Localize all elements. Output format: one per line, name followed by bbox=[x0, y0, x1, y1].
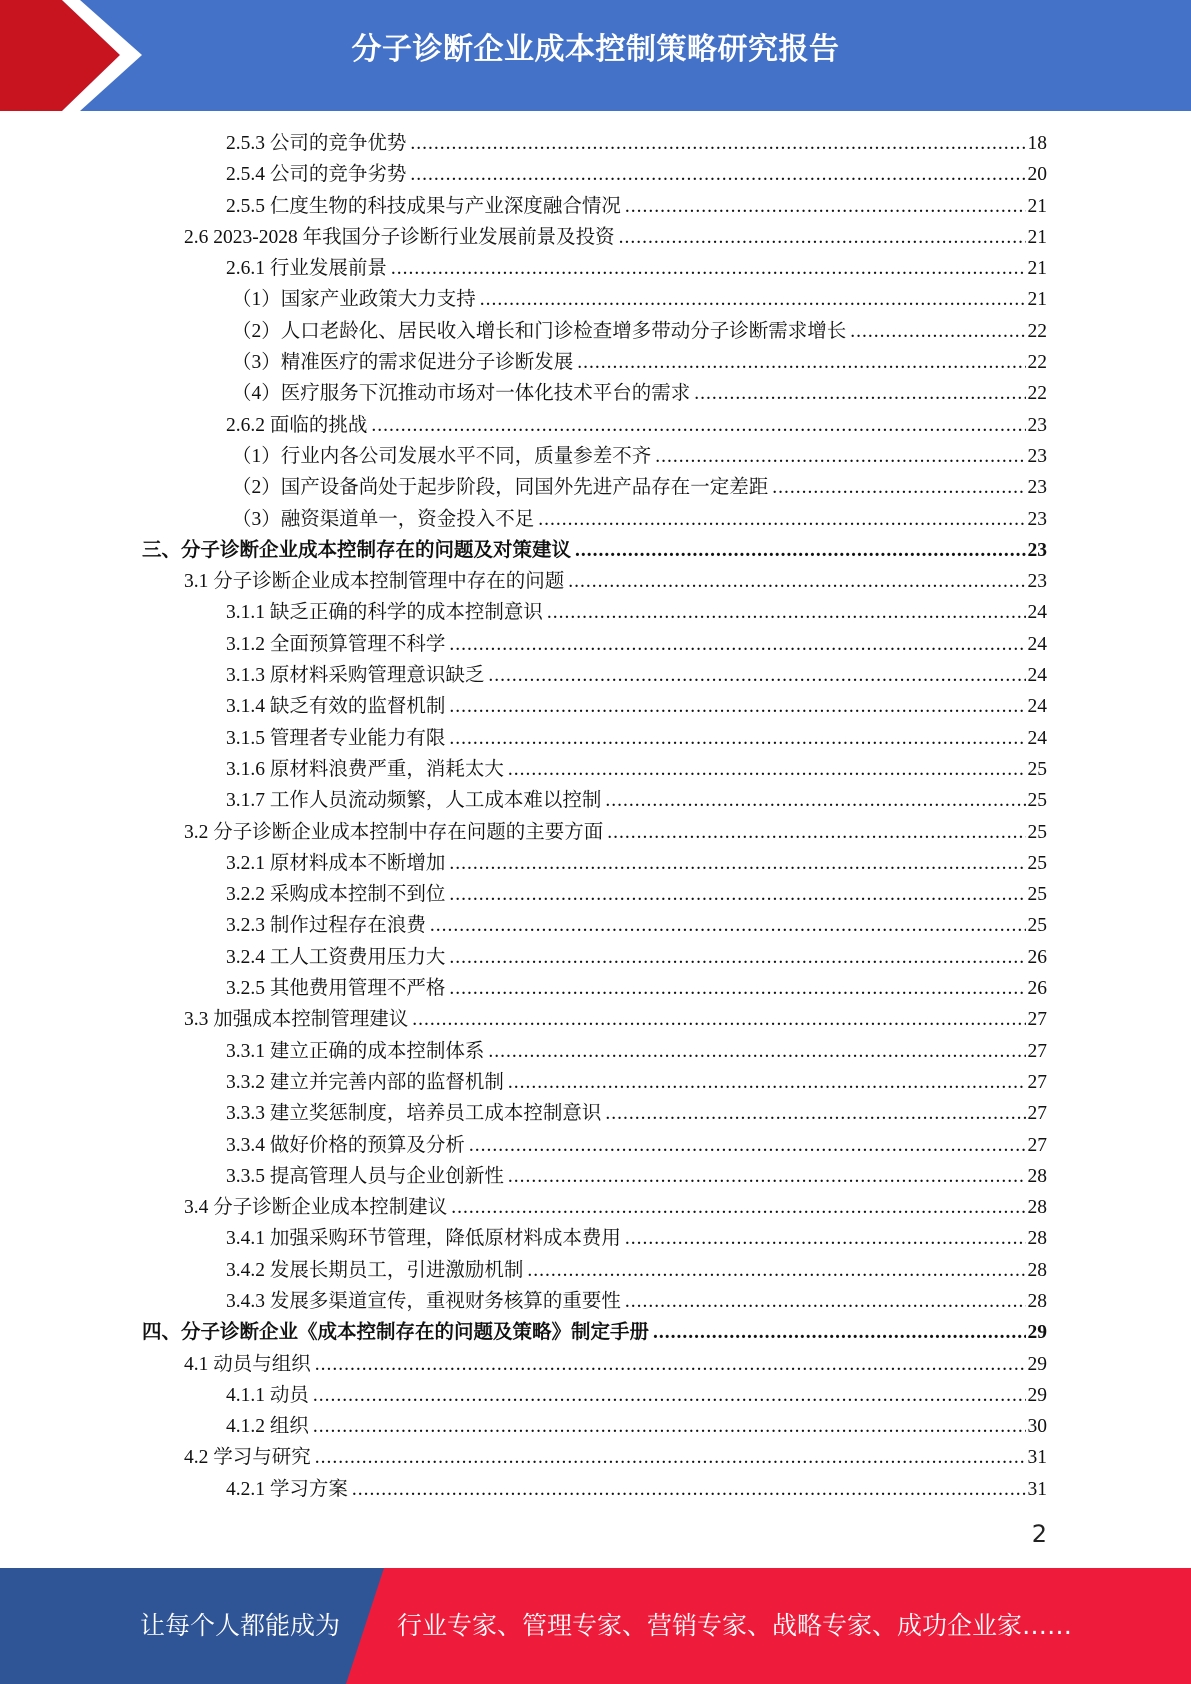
toc-entry-page: 30 bbox=[1027, 1416, 1047, 1438]
toc-entry-title: （2）人口老龄化、居民收入增长和门诊检查增多带动分子诊断需求增长 bbox=[232, 320, 847, 342]
toc-entry-title: 2.5.3 公司的竞争优势 bbox=[226, 133, 407, 154]
toc-entry-page: 27 bbox=[1027, 1071, 1047, 1093]
toc-dot-leader bbox=[619, 227, 1026, 249]
toc-entry[interactable] bbox=[142, 252, 1047, 283]
toc-entry-title: 3.3.5 提高管理人员与企业创新性 bbox=[226, 1165, 504, 1187]
toc-entry[interactable] bbox=[142, 690, 1047, 721]
toc-dot-leader bbox=[625, 196, 1026, 218]
toc-entry[interactable] bbox=[142, 565, 1047, 596]
toc-entry[interactable] bbox=[142, 190, 1047, 221]
toc-entry[interactable] bbox=[142, 1441, 1047, 1472]
toc-dot-leader bbox=[391, 258, 1026, 280]
toc-dot-leader bbox=[653, 1322, 1025, 1344]
toc-entry-page: 21 bbox=[1027, 195, 1047, 217]
toc-entry[interactable] bbox=[142, 1285, 1047, 1316]
toc-dot-leader bbox=[625, 1291, 1026, 1313]
toc-entry-page: 21 bbox=[1027, 258, 1047, 280]
toc-entry-title: 3.4.2 发展长期员工，引进激励机制 bbox=[226, 1259, 524, 1281]
toc-entry[interactable] bbox=[142, 1160, 1047, 1191]
toc-dot-leader bbox=[352, 1479, 1026, 1501]
toc-dot-leader bbox=[508, 759, 1026, 781]
toc-entry-page: 21 bbox=[1027, 289, 1047, 311]
toc-dot-leader bbox=[430, 915, 1026, 937]
toc-entry-page: 29 bbox=[1027, 1353, 1047, 1375]
toc-entry[interactable] bbox=[142, 377, 1047, 408]
toc-entry[interactable] bbox=[142, 1410, 1047, 1441]
toc-entry[interactable] bbox=[142, 816, 1047, 847]
toc-entry[interactable] bbox=[142, 503, 1047, 534]
toc-dot-leader bbox=[315, 1354, 1026, 1376]
toc-entry-title: 3.3.1 建立正确的成本控制体系 bbox=[226, 1040, 485, 1062]
toc-entry[interactable] bbox=[142, 158, 1047, 189]
page-header bbox=[0, 0, 1191, 111]
toc-entry-title: 3.4.1 加强采购环节管理，降低原材料成本费用 bbox=[226, 1228, 621, 1250]
toc-entry[interactable] bbox=[142, 440, 1047, 471]
toc-dot-leader bbox=[449, 853, 1025, 875]
toc-entry-page: 22 bbox=[1027, 352, 1047, 374]
toc-dot-leader bbox=[547, 602, 1026, 624]
toc-entry-title: 3.3 加强成本控制管理建议 bbox=[184, 1009, 409, 1031]
toc-entry-title: （1）国家产业政策大力支持 bbox=[232, 289, 476, 311]
toc-entry-title: （1）行业内各公司发展水平不同，质量参差不齐 bbox=[232, 445, 652, 467]
toc-entry-title: 3.3.3 建立奖惩制度，培养员工成本控制意识 bbox=[226, 1103, 602, 1125]
toc-entry[interactable] bbox=[142, 409, 1047, 440]
toc-entry-page: 20 bbox=[1027, 164, 1047, 186]
toc-entry-title: （2）国产设备尚处于起步阶段，同国外先进产品存在一定差距 bbox=[232, 477, 769, 499]
toc-dot-leader bbox=[449, 728, 1025, 750]
toc-entry-title: 2.5.4 公司的竞争劣势 bbox=[226, 164, 407, 186]
toc-entry[interactable] bbox=[142, 878, 1047, 909]
toc-entry[interactable] bbox=[142, 722, 1047, 753]
toc-entry[interactable] bbox=[142, 1379, 1047, 1410]
toc-entry-title: 2.6.2 面临的挑战 bbox=[226, 414, 368, 436]
toc-dot-leader bbox=[410, 133, 1025, 155]
toc-entry-title: 3.1.6 原材料浪费严重，消耗太大 bbox=[226, 758, 504, 780]
page-number: 2 bbox=[1031, 1520, 1047, 1548]
toc-entry-title: 3.2 分子诊断企业成本控制中存在问题的主要方面 bbox=[184, 821, 604, 843]
toc-dot-leader bbox=[410, 164, 1025, 186]
toc-dot-leader bbox=[488, 1041, 1025, 1063]
toc-entry-page: 25 bbox=[1027, 821, 1047, 843]
toc-entry-title: 3.1.2 全面预算管理不科学 bbox=[226, 633, 446, 655]
toc-entry-title: 3.2.5 其他费用管理不严格 bbox=[226, 978, 446, 1000]
toc-dot-leader bbox=[772, 477, 1025, 499]
toc-entry[interactable] bbox=[142, 346, 1047, 377]
toc-entry[interactable] bbox=[142, 1254, 1047, 1285]
toc-entry[interactable] bbox=[142, 1473, 1047, 1504]
toc-entry[interactable] bbox=[142, 471, 1047, 502]
toc-entry-title: （4）医疗服务下沉推动市场对一体化技术平台的需求 bbox=[232, 383, 691, 405]
toc-dot-leader bbox=[577, 352, 1025, 374]
toc-entry-title: 4.1.1 动员 bbox=[226, 1384, 309, 1406]
toc-entry[interactable] bbox=[142, 1035, 1047, 1066]
toc-entry-page: 25 bbox=[1027, 758, 1047, 780]
toc-entry-title: 四、分子诊断企业《成本控制存在的问题及策略》制定手册 bbox=[142, 1322, 650, 1344]
toc-entry-title: 2.6 2023-2028 年我国分子诊断行业发展前景及投资 bbox=[184, 226, 615, 248]
toc-dot-leader bbox=[575, 540, 1025, 562]
table-of-contents bbox=[142, 127, 1047, 1504]
toc-entry-page: 28 bbox=[1027, 1259, 1047, 1281]
toc-entry-title: （3）精准医疗的需求促进分子诊断发展 bbox=[232, 352, 574, 374]
toc-entry[interactable] bbox=[142, 534, 1047, 565]
toc-entry[interactable] bbox=[142, 596, 1047, 627]
toc-entry-title: 3.4 分子诊断企业成本控制建议 bbox=[184, 1197, 448, 1219]
toc-entry-title: 4.1.2 组织 bbox=[226, 1416, 309, 1438]
toc-entry[interactable] bbox=[142, 1348, 1047, 1379]
toc-entry-title: 3.2.4 工人工资费用压力大 bbox=[226, 946, 446, 968]
toc-dot-leader bbox=[508, 1166, 1026, 1188]
toc-entry-title: 3.1.1 缺乏正确的科学的成本控制意识 bbox=[226, 602, 543, 624]
toc-entry-title: （3）融资渠道单一，资金投入不足 bbox=[232, 508, 535, 530]
toc-dot-leader bbox=[508, 1072, 1026, 1094]
toc-dot-leader bbox=[605, 1103, 1025, 1125]
toc-entry-page: 28 bbox=[1027, 1197, 1047, 1219]
footer-slogan-left: 让每个人都能成为 bbox=[140, 1611, 341, 1640]
toc-entry-title: 3.1.5 管理者专业能力有限 bbox=[226, 727, 446, 749]
toc-entry-page: 23 bbox=[1027, 539, 1047, 561]
toc-entry-title: 3.3.2 建立并完善内部的监督机制 bbox=[226, 1071, 504, 1093]
toc-dot-leader bbox=[371, 415, 1025, 437]
toc-entry-page: 23 bbox=[1027, 571, 1047, 593]
toc-entry[interactable] bbox=[142, 1066, 1047, 1097]
toc-entry-page: 23 bbox=[1027, 508, 1047, 530]
toc-entry[interactable] bbox=[142, 1003, 1047, 1034]
toc-entry-page: 27 bbox=[1027, 1009, 1047, 1031]
toc-entry-page: 24 bbox=[1027, 633, 1047, 655]
toc-dot-leader bbox=[449, 947, 1025, 969]
toc-entry-page: 24 bbox=[1027, 602, 1047, 624]
toc-entry-page: 28 bbox=[1027, 1290, 1047, 1312]
toc-entry-page: 24 bbox=[1027, 665, 1047, 687]
toc-dot-leader bbox=[449, 884, 1025, 906]
toc-dot-leader bbox=[451, 1197, 1025, 1219]
toc-entry-title: 3.1 分子诊断企业成本控制管理中存在的问题 bbox=[184, 571, 565, 593]
toc-entry[interactable] bbox=[142, 221, 1047, 252]
toc-entry-title: 3.1.7 工作人员流动频繁，人工成本难以控制 bbox=[226, 790, 602, 812]
toc-entry-page: 26 bbox=[1027, 946, 1047, 968]
toc-entry-title: 3.2.2 采购成本控制不到位 bbox=[226, 884, 446, 906]
toc-entry-title: 3.1.4 缺乏有效的监督机制 bbox=[226, 696, 446, 718]
toc-entry-page: 25 bbox=[1027, 884, 1047, 906]
toc-entry[interactable] bbox=[142, 1222, 1047, 1253]
toc-entry[interactable] bbox=[142, 315, 1047, 346]
toc-entry-page: 23 bbox=[1027, 414, 1047, 436]
toc-dot-leader bbox=[527, 1260, 1025, 1282]
toc-entry[interactable] bbox=[142, 1316, 1047, 1347]
toc-entry[interactable] bbox=[142, 909, 1047, 940]
toc-entry-page: 27 bbox=[1027, 1040, 1047, 1062]
toc-dot-leader bbox=[607, 822, 1025, 844]
toc-entry-page: 21 bbox=[1027, 226, 1047, 248]
toc-entry-title: 4.1 动员与组织 bbox=[184, 1353, 311, 1375]
toc-entry-page: 29 bbox=[1027, 1322, 1047, 1344]
toc-dot-leader bbox=[605, 790, 1025, 812]
toc-entry-title: 4.2.1 学习方案 bbox=[226, 1478, 348, 1500]
toc-entry-page: 28 bbox=[1027, 1228, 1047, 1250]
toc-dot-leader bbox=[469, 1135, 1026, 1157]
toc-entry[interactable] bbox=[142, 784, 1047, 815]
toc-entry-page: 18 bbox=[1027, 133, 1047, 154]
toc-entry-page: 27 bbox=[1027, 1103, 1047, 1125]
toc-entry-page: 22 bbox=[1027, 320, 1047, 342]
toc-dot-leader bbox=[655, 446, 1025, 468]
toc-entry-page: 27 bbox=[1027, 1134, 1047, 1156]
toc-dot-leader bbox=[625, 1228, 1026, 1250]
toc-entry-title: 4.2 学习与研究 bbox=[184, 1447, 311, 1469]
toc-dot-leader bbox=[449, 978, 1025, 1000]
toc-dot-leader bbox=[694, 383, 1025, 405]
toc-dot-leader bbox=[850, 321, 1025, 343]
toc-dot-leader bbox=[449, 696, 1025, 718]
toc-entry-title: 三、分子诊断企业成本控制存在的问题及对策建议 bbox=[142, 539, 572, 561]
toc-dot-leader bbox=[538, 509, 1025, 531]
toc-entry[interactable] bbox=[142, 972, 1047, 1003]
toc-entry[interactable] bbox=[142, 941, 1047, 972]
toc-entry-page: 31 bbox=[1027, 1478, 1047, 1500]
toc-dot-leader bbox=[315, 1447, 1026, 1469]
toc-entry[interactable] bbox=[142, 659, 1047, 690]
toc-entry[interactable] bbox=[142, 1191, 1047, 1222]
toc-entry-page: 23 bbox=[1027, 477, 1047, 499]
toc-entry-page: 29 bbox=[1027, 1384, 1047, 1406]
toc-entry-page: 22 bbox=[1027, 383, 1047, 405]
toc-entry-title: 2.5.5 仁度生物的科技成果与产业深度融合情况 bbox=[226, 195, 621, 217]
toc-entry-page: 25 bbox=[1027, 852, 1047, 874]
footer-slogan-right: 行业专家、管理专家、营销专家、战略专家、成功企业家…… bbox=[397, 1611, 1073, 1640]
toc-entry[interactable] bbox=[142, 847, 1047, 878]
toc-entry[interactable] bbox=[142, 283, 1047, 314]
toc-entry[interactable] bbox=[142, 1097, 1047, 1128]
toc-entry[interactable] bbox=[142, 1129, 1047, 1160]
toc-entry[interactable] bbox=[142, 628, 1047, 659]
toc-entry[interactable] bbox=[142, 127, 1047, 158]
toc-dot-leader bbox=[313, 1416, 1026, 1438]
toc-dot-leader bbox=[568, 571, 1025, 593]
toc-dot-leader bbox=[488, 665, 1025, 687]
toc-entry-page: 25 bbox=[1027, 915, 1047, 937]
toc-dot-leader bbox=[480, 289, 1026, 311]
toc-entry-page: 28 bbox=[1027, 1165, 1047, 1187]
toc-entry-title: 3.1.3 原材料采购管理意识缺乏 bbox=[226, 665, 485, 687]
toc-entry-page: 24 bbox=[1027, 727, 1047, 749]
toc-dot-leader bbox=[412, 1009, 1025, 1031]
toc-dot-leader bbox=[313, 1385, 1026, 1407]
toc-entry-title: 3.2.1 原材料成本不断增加 bbox=[226, 852, 446, 874]
toc-entry-page: 25 bbox=[1027, 790, 1047, 812]
toc-entry-page: 31 bbox=[1027, 1447, 1047, 1469]
toc-entry-page: 23 bbox=[1027, 445, 1047, 467]
toc-entry-page: 24 bbox=[1027, 696, 1047, 718]
toc-entry-title: 3.2.3 制作过程存在浪费 bbox=[226, 915, 426, 937]
toc-entry-title: 3.4.3 发展多渠道宣传，重视财务核算的重要性 bbox=[226, 1290, 621, 1312]
document-title: 分子诊断企业成本控制策略研究报告 bbox=[351, 32, 840, 67]
toc-entry[interactable] bbox=[142, 753, 1047, 784]
toc-entry-title: 2.6.1 行业发展前景 bbox=[226, 258, 387, 280]
toc-entry-page: 26 bbox=[1027, 978, 1047, 1000]
toc-entry-title: 3.3.4 做好价格的预算及分析 bbox=[226, 1134, 465, 1156]
toc-dot-leader bbox=[449, 634, 1025, 656]
